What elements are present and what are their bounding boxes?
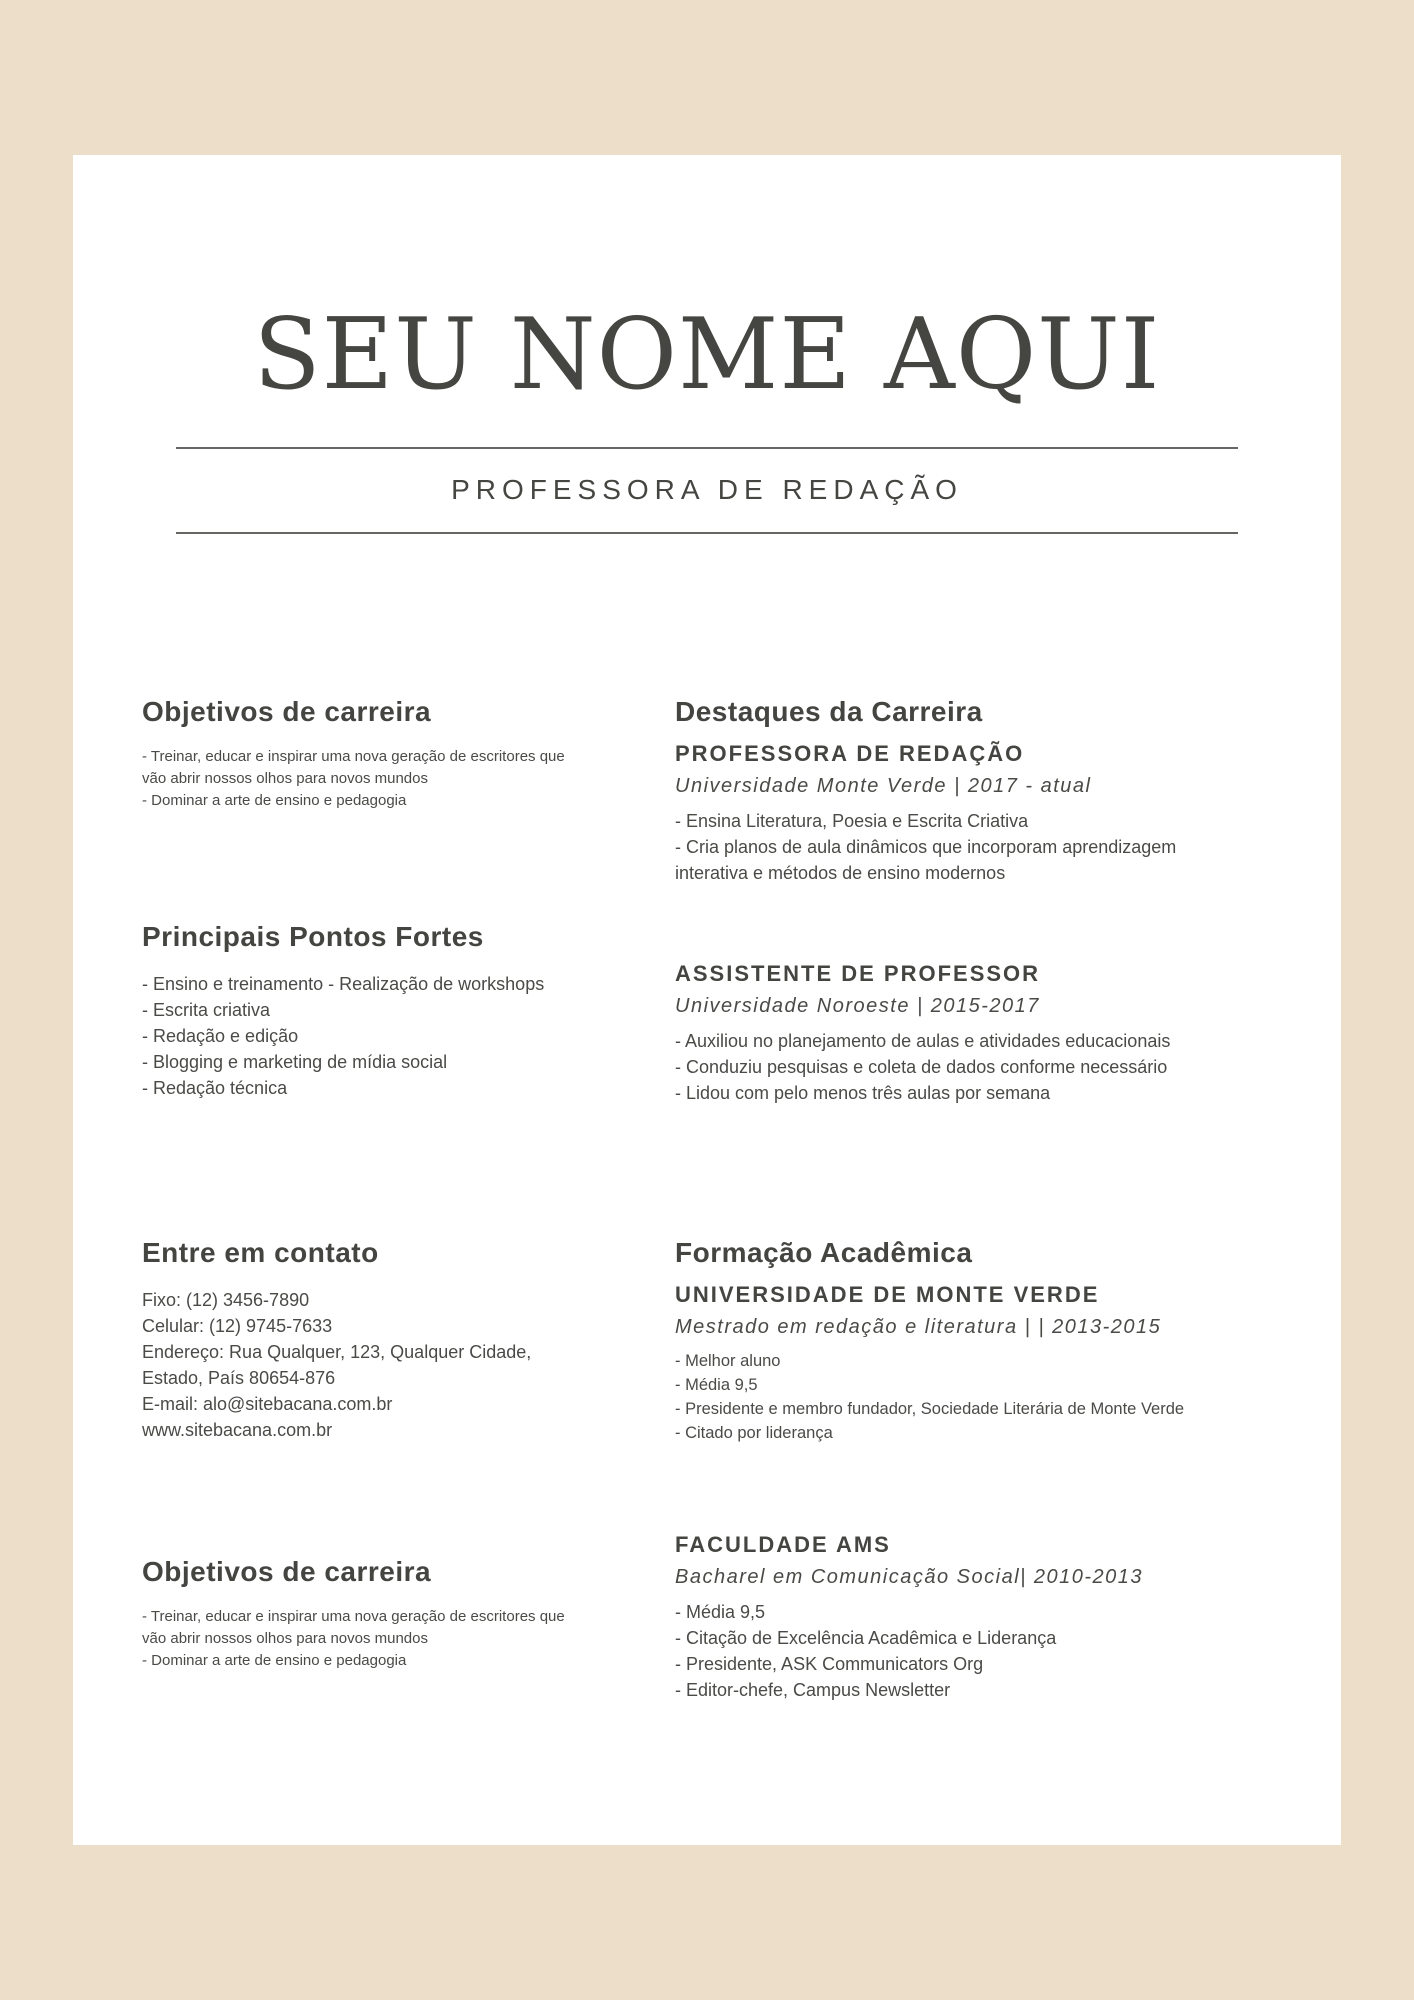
school-ams: [675, 1529, 1275, 1703]
contact-website: www.sitebacana.com.br: [142, 1420, 333, 1440]
job-duties: [675, 1028, 1275, 1106]
contact-phone: Fixo: (12) 3456-7890: [142, 1290, 310, 1310]
section-heading: Destaques da Carreira: [675, 696, 983, 727]
school-degree: Bacharel em Comunicação Social| 2010-2013: [675, 1566, 1144, 1588]
pontos-list: [142, 971, 602, 1101]
section-heading: Objetivos de carreira: [142, 1556, 432, 1587]
school-name: UNIVERSIDADE DE MONTE VERDE: [675, 1282, 1100, 1307]
contact-email: E-mail: alo@sitebacana.com.br: [142, 1394, 393, 1414]
list-item: - Citado por liderança: [675, 1424, 833, 1442]
section-objetivos-1: [142, 692, 602, 812]
list-item: vão abrir nossos olhos para novos mundos: [142, 1630, 428, 1647]
list-item: - Ensina Literatura, Poesia e Escrita Criativa: [675, 811, 1029, 831]
school-name: FACULDADE AMS: [675, 1532, 891, 1557]
section-contato: [142, 1233, 602, 1443]
section-formacao: [675, 1233, 1275, 1445]
list-item: - Blogging e marketing de mídia social: [142, 1052, 448, 1072]
objetivos-list: [142, 746, 602, 812]
list-item: - Redação técnica: [142, 1078, 288, 1098]
contact-address: Endereço: Rua Qualquer, 123, Qualquer Cidade,: [142, 1342, 532, 1362]
section-objetivos-2: [142, 1552, 602, 1672]
list-item: interativa e métodos de ensino modernos: [675, 863, 1006, 883]
contact-mobile: Celular: (12) 9745-7633: [142, 1316, 333, 1336]
list-item: - Citação de Excelência Acadêmica e Liderança: [675, 1628, 1057, 1648]
contato-list: [142, 1287, 602, 1443]
list-item: - Presidente e membro fundador, Sociedade Literária de Monte Verde: [675, 1400, 1185, 1418]
contact-address-cont: Estado, País 80654-876: [142, 1368, 336, 1388]
resume-job-title: PROFESSORA DE REDAÇÃO: [451, 474, 963, 505]
list-item: - Conduziu pesquisas e coleta de dados conforme necessário: [675, 1057, 1168, 1077]
section-heading: Principais Pontos Fortes: [142, 921, 484, 952]
job-duties: [675, 808, 1275, 886]
section-heading: Objetivos de carreira: [142, 696, 432, 727]
list-item: - Lidou com pelo menos três aulas por semana: [675, 1083, 1051, 1103]
left-column: [142, 0, 602, 2000]
job-title: PROFESSORA DE REDAÇÃO: [675, 741, 1025, 766]
job-assistente: [675, 958, 1275, 1106]
list-item: - Treinar, educar e inspirar uma nova geração de escritores que: [142, 1608, 565, 1625]
list-item: - Cria planos de aula dinâmicos que incorporam aprendizagem: [675, 837, 1177, 857]
list-item: - Dominar a arte de ensino e pedagogia: [142, 792, 407, 809]
school-details: [675, 1599, 1275, 1703]
list-item: vão abrir nossos olhos para novos mundos: [142, 770, 428, 787]
list-item: - Média 9,5: [675, 1602, 766, 1622]
right-column: [675, 0, 1275, 2000]
list-item: - Auxiliou no planejamento de aulas e atividades educacionais: [675, 1031, 1171, 1051]
section-heading: Entre em contato: [142, 1237, 379, 1268]
list-item: - Treinar, educar e inspirar uma nova geração de escritores que: [142, 748, 565, 765]
resume-name: SEU NOME AQUI: [253, 298, 1161, 412]
section-heading: Formação Acadêmica: [675, 1237, 973, 1268]
list-item: - Dominar a arte de ensino e pedagogia: [142, 1652, 407, 1669]
objetivos-list: [142, 1606, 602, 1672]
section-destaques: [675, 692, 1275, 886]
list-item: - Redação e edição: [142, 1026, 299, 1046]
list-item: - Média 9,5: [675, 1376, 758, 1394]
list-item: - Melhor aluno: [675, 1352, 781, 1370]
job-title: ASSISTENTE DE PROFESSOR: [675, 961, 1041, 986]
section-pontos-fortes: [142, 917, 602, 1101]
list-item: - Ensino e treinamento - Realização de workshops: [142, 974, 545, 994]
list-item: - Editor-chefe, Campus Newsletter: [675, 1680, 951, 1700]
list-item: - Presidente, ASK Communicators Org: [675, 1654, 984, 1674]
job-employer: Universidade Monte Verde | 2017 - atual: [675, 775, 1092, 797]
list-item: - Escrita criativa: [142, 1000, 271, 1020]
job-employer: Universidade Noroeste | 2015-2017: [675, 995, 1040, 1017]
school-degree: Mestrado em redação e literatura | | 2013-2015: [675, 1316, 1162, 1338]
school-details: [675, 1349, 1275, 1445]
